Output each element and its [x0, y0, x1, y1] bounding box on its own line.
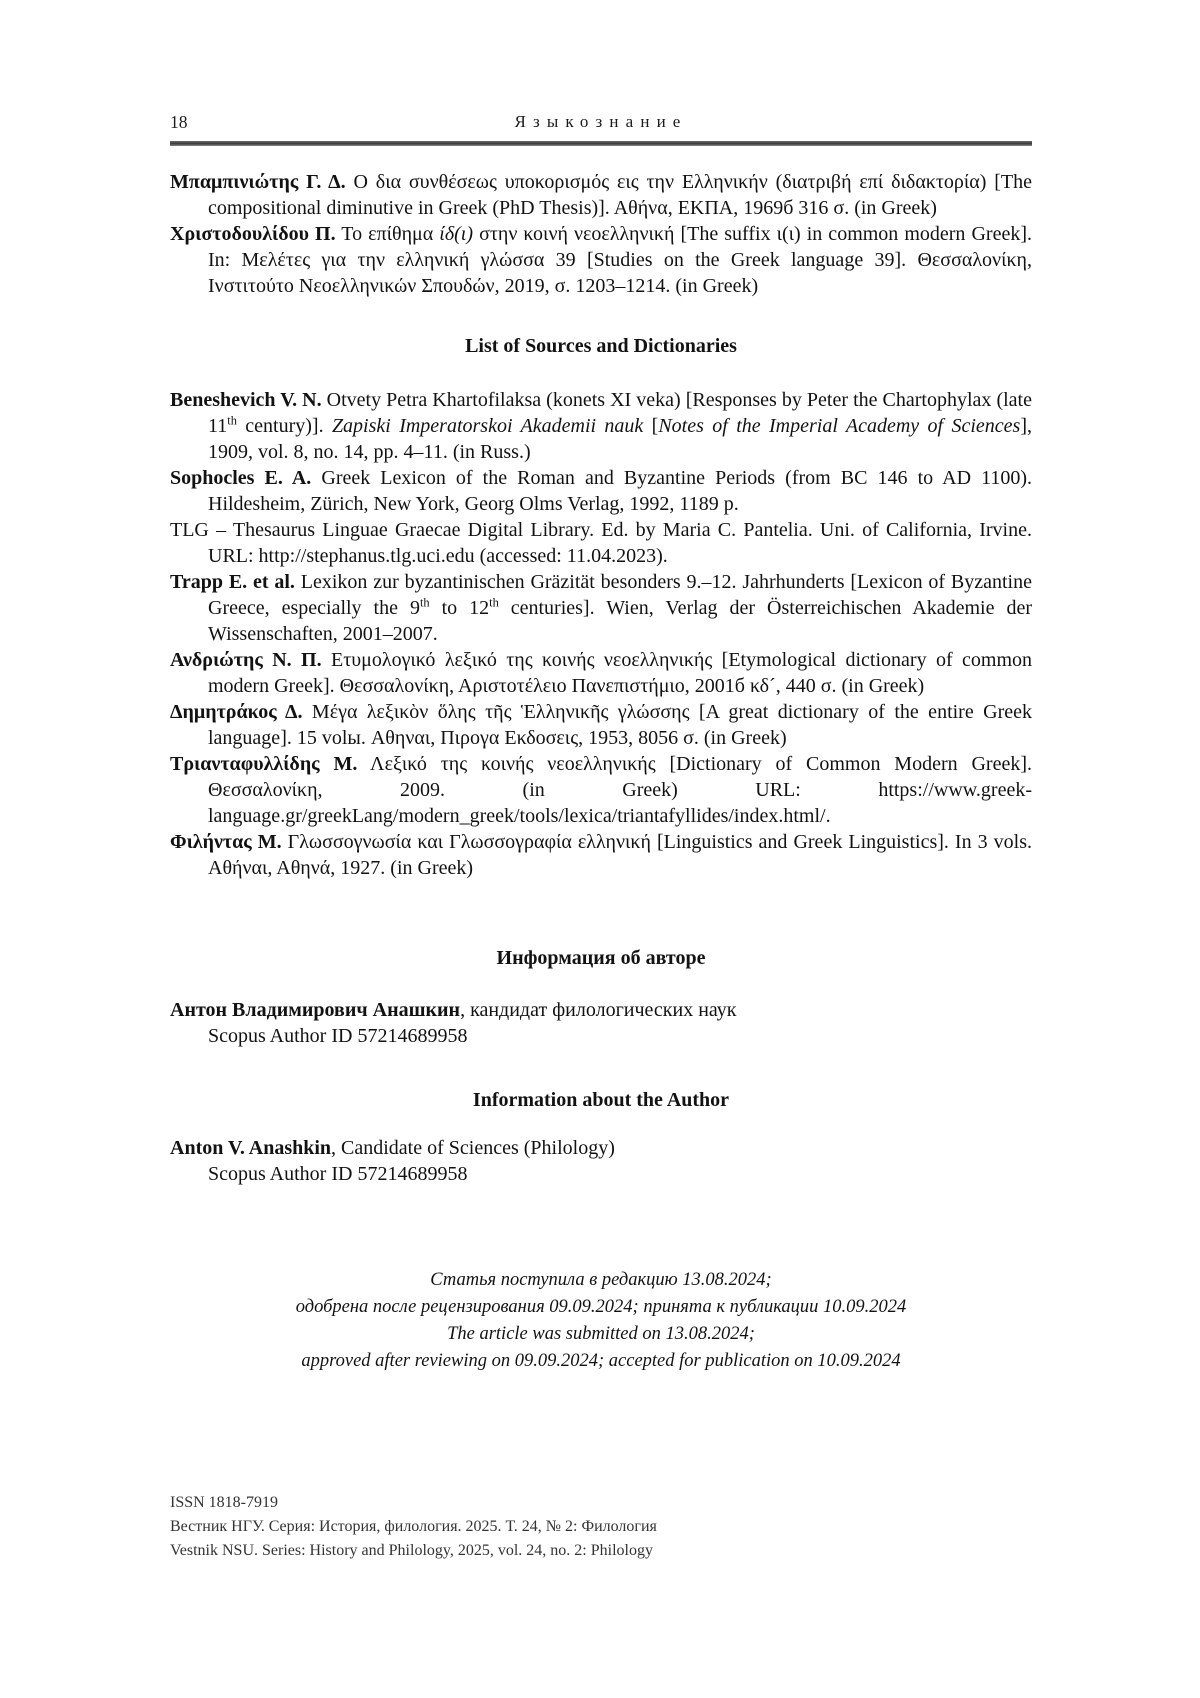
text-segment: Δημητράκος Δ. [170, 701, 303, 723]
author-info-ru-heading: Информация об авторе [496, 947, 706, 969]
text-segment: centuries]. Wien, Verlag der Österreichischen Akademie der Wissenschaften, 2001–2007. [208, 597, 1033, 645]
references-list-greek [170, 169, 1032, 299]
submission-line-ru-2: одобрена после рецензирования 09.09.2024; принята к публикации 10.09.2024 [295, 1297, 907, 1317]
text-segment: Trapp E. et al. [170, 571, 295, 593]
imprint-line-ru: Вестник НГУ. Серия: История, филология. 2025. Т. 24, № 2: Филология [170, 1518, 657, 1535]
text-segment: to 12 [429, 597, 490, 619]
text-segment: Otvety Petra Khartofilaksa (konets XI veka) [Responses by Peter the Chartophylax (late 11 [208, 389, 1032, 437]
reference-entry [170, 517, 1032, 569]
text-segment: Το επίθημα [335, 223, 440, 245]
submission-line-ru-1: Статья поступила в редакцию 13.08.2024; [430, 1270, 772, 1290]
text-segment: ], 1909, vol. 8, no. 14, pp. 4–11. (in Russ.) [208, 415, 1032, 463]
author-en-line [170, 1135, 1032, 1161]
text-segment: Τριανταφυλλίδης Μ. [170, 753, 358, 775]
running-title: Языкознание [514, 112, 688, 131]
scopus-id-en: Scopus Author ID 57214689958 [208, 1163, 468, 1185]
author-ru-line [170, 997, 1032, 1023]
text-segment: Lexikon zur byzantinischen Gräzität besonders 9.–12. Jahrhunderts [Lexicon of Byzantine Greece, especially the 9 [208, 571, 1032, 619]
text-segment: ίδ(ι) [439, 223, 474, 245]
scopus-id-ru: Scopus Author ID 57214689958 [208, 1025, 468, 1047]
text-segment: Sophocles E. A. [170, 467, 312, 489]
reference-entry [170, 751, 1032, 829]
author-ru-degree: , кандидат филологических наук [460, 999, 737, 1021]
imprint-line-en: Vestnik NSU. Series: History and Philology, 2025, vol. 24, no. 2: Philology [170, 1542, 653, 1559]
text-segment: Γλωσσογνωσία και Γλωσσογραφία ελληνική [Linguistics and Greek Linguistics]. In 3 vols. Αθήναι, Αθηνά, 1927. (in Greek) [208, 831, 1032, 879]
text-segment: Greek Lexicon of the Roman and Byzantine Periods (from BC 146 to AD 1100). Hildesheim, Zürich, New York, Georg Olms Verlag, 1992, 1189 p. [208, 467, 1032, 515]
text-segment: Notes of the Imperial Academy of Sciences [658, 415, 1021, 437]
page-header [170, 112, 1032, 138]
author-en-degree: , Candidate of Sciences (Philology) [331, 1137, 615, 1159]
text-segment: Ανδριώτης Ν. Π. [170, 649, 322, 671]
author-ru-name: Антон Владимирович Анашкин [170, 999, 461, 1021]
reference-entry [170, 569, 1032, 647]
reference-entry [170, 465, 1032, 517]
text-segment: Μέγα λεξικὸν ὅλης τῆς Ἑλληνικῆς γλώσσης [A great dictionary of the entire Greek language]. 15 volы. Αθηναι, Πιρογα Εκδοσεις, 1953, 8056 σ. (in Greek) [208, 701, 1032, 749]
reference-entry [170, 387, 1032, 465]
text-segment: century)]. [236, 415, 332, 437]
submission-line-en-2: approved after reviewing on 09.09.2024; accepted for publication on 10.09.2024 [301, 1351, 901, 1371]
reference-entry [170, 221, 1032, 299]
page-number: 18 [170, 112, 188, 132]
submission-line-en-1: The article was submitted on 13.08.2024; [447, 1324, 755, 1344]
sources-and-dictionaries-list [170, 387, 1032, 881]
text-segment: th [227, 413, 237, 428]
author-info-en-heading: Information about the Author [472, 1089, 730, 1111]
text-segment: στην κοινή νεοελληνική [The suffix ι(ι) in common modern Greek]. In: Μελέτες για την ελληνική γλώσσα 39 [Studies on the Greek language 39]. Θεσσαλονίκη, Ινστιτούτο Νεοελληνικών Σπουδών, 2019, σ. 1203–1214. (in Greek) [208, 223, 1032, 297]
text-segment: th [419, 595, 430, 610]
submission-dates-block [170, 1267, 1032, 1375]
author-en-name: Anton V. Anashkin [170, 1137, 332, 1159]
page-footer [170, 1491, 1032, 1563]
reference-entry [170, 699, 1032, 751]
text-segment: Χριστοδουλίδου Π. [170, 223, 336, 245]
text-segment: Μπαμπινιώτης Γ. Δ. [170, 171, 346, 193]
text-segment: Λεξικό της κοινής νεοελληνικής [Dictionary of Common Modern Greek]. Θεσσαλονίκη, 2009. (in Greek) URL: https://www.greek-language.gr/greekLang/modern_greek/tools/lexica/triantafyllides/index.html/. [208, 753, 1032, 827]
text-segment: Zapiski Imperatorskoi Akademii nauk [331, 415, 644, 437]
text-segment: Beneshevich V. N. [170, 389, 322, 411]
reference-entry [170, 169, 1032, 221]
text-segment: th [489, 595, 499, 610]
text-segment: Φιλήντας Μ. [170, 831, 282, 853]
issn-line: ISSN 1818-7919 [170, 1494, 279, 1511]
text-segment: TLG – Thesaurus Linguae Graecae Digital Library. Ed. by Maria C. Pantelia. Uni. of California, Irvine. URL: http://stephanus.tlg.uci.edu (accessed: 11.04.2023). [170, 519, 1032, 567]
sources-heading: List of Sources and Dictionaries [465, 335, 737, 357]
reference-entry [170, 829, 1032, 881]
text-segment: Ετυμολογικό λεξικό της κοινής νεοελληνικής [Etymological dictionary of common modern Greek]. Θεσσαλονίκη, Αριστοτέλειο Πανεπιστήμιο, 2001б κδ´, 440 σ. (in Greek) [208, 649, 1033, 697]
text-segment: [ [643, 415, 659, 437]
reference-entry [170, 647, 1032, 699]
text-segment: Ο δια συνθέσεως υποκορισμός εις την Ελληνικήν (διατριβή επί διδακτορία) [The compositional diminutive in Greek (PhD Thesis)]. Αθήνα, ΕΚΠΑ, 1969б 316 σ. (in Greek) [208, 171, 1033, 219]
header-rule [170, 141, 1032, 146]
